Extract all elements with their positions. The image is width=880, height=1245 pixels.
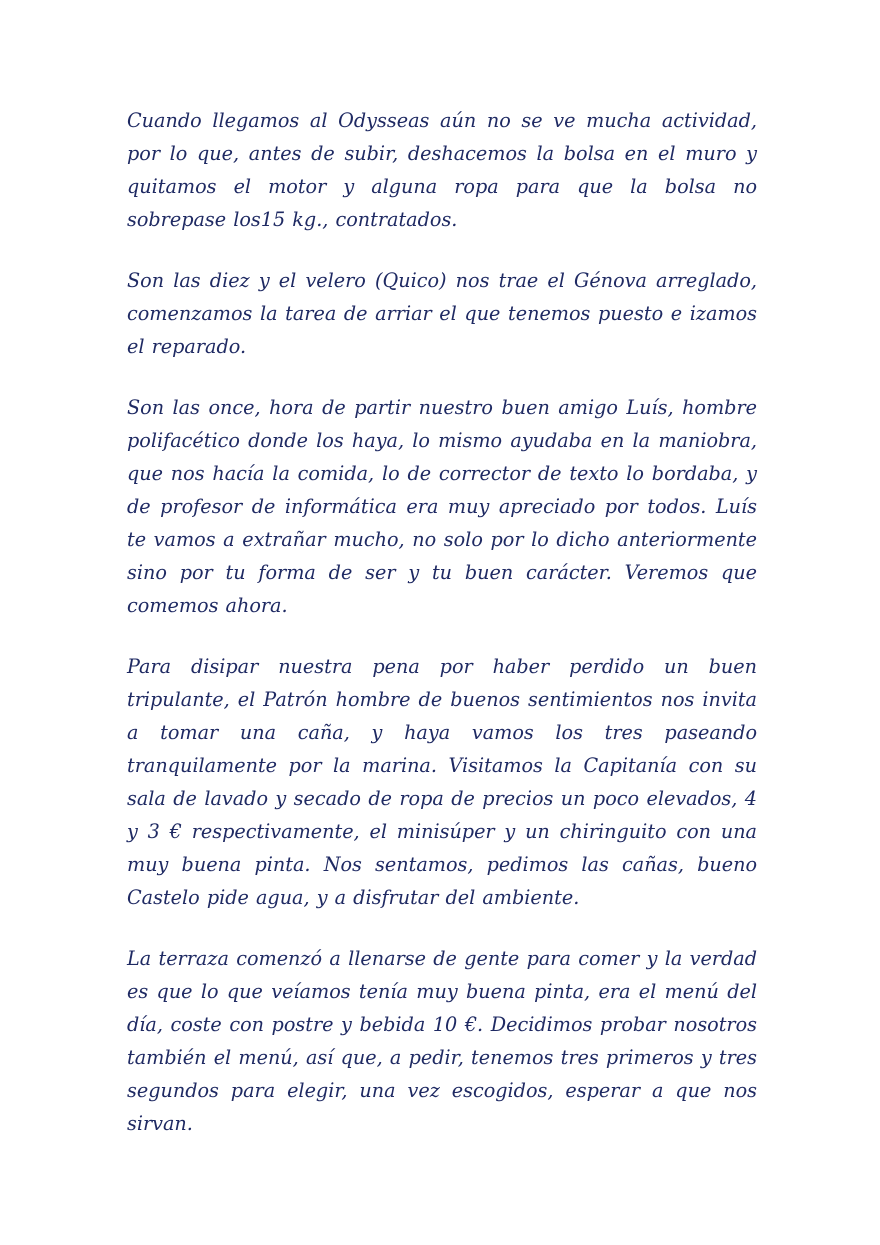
paragraph-menu-del-dia: La terraza comenzó a llenarse de gente para comer y la verdad es que lo que veíamos tenía muy buena pinta, era el menú del día, coste con postre y bebida 10 €. Decidimos probar nosotros también el menú, así que, a pedir, tenemos tres primeros y tres segundos para elegir, una vez escogidos, esperar a que nos sirvan. [127, 947, 757, 1135]
paragraph-arrival: Cuando llegamos al Odysseas aún no se ve mucha actividad, por lo que, antes de subir, deshacemos la bolsa en el muro y quitamos el motor y alguna ropa para que la bolsa no sobrepase los15 kg., contratados. [127, 109, 757, 231]
document-body [127, 104, 757, 1168]
paragraph-genova-sail: Son las diez y el velero (Quico) nos trae el Génova arreglado, comenzamos la tarea de arriar el que tenemos puesto e izamos el reparado. [127, 269, 757, 358]
paragraph-luis-departure: Son las once, hora de partir nuestro buen amigo Luís, hombre polifacético donde los haya, lo mismo ayudaba en la maniobra, que nos hacía la comida, lo de corrector de texto lo bordaba, y de profesor de informática era muy apreciado por todos. Luís te vamos a extrañar mucho, no solo por lo dicho anteriormente sino por tu forma de ser y tu buen carácter. Veremos que comemos ahora. [127, 396, 757, 617]
paragraph-marina-visit: Para disipar nuestra pena por haber perdido un buen tripulante, el Patrón hombre de buenos sentimientos nos invita a tomar una caña, y haya vamos los tres paseando tranquilamente por la marina. Visitamos la Capitanía con su sala de lavado y secado de ropa de precios un poco elevados, 4 y 3 € respectivamente, el minisúper y un chiringuito con una muy buena pinta. Nos sentamos, pedimos las cañas, bueno Castelo pide agua, y a disfrutar del ambiente. [127, 655, 757, 909]
